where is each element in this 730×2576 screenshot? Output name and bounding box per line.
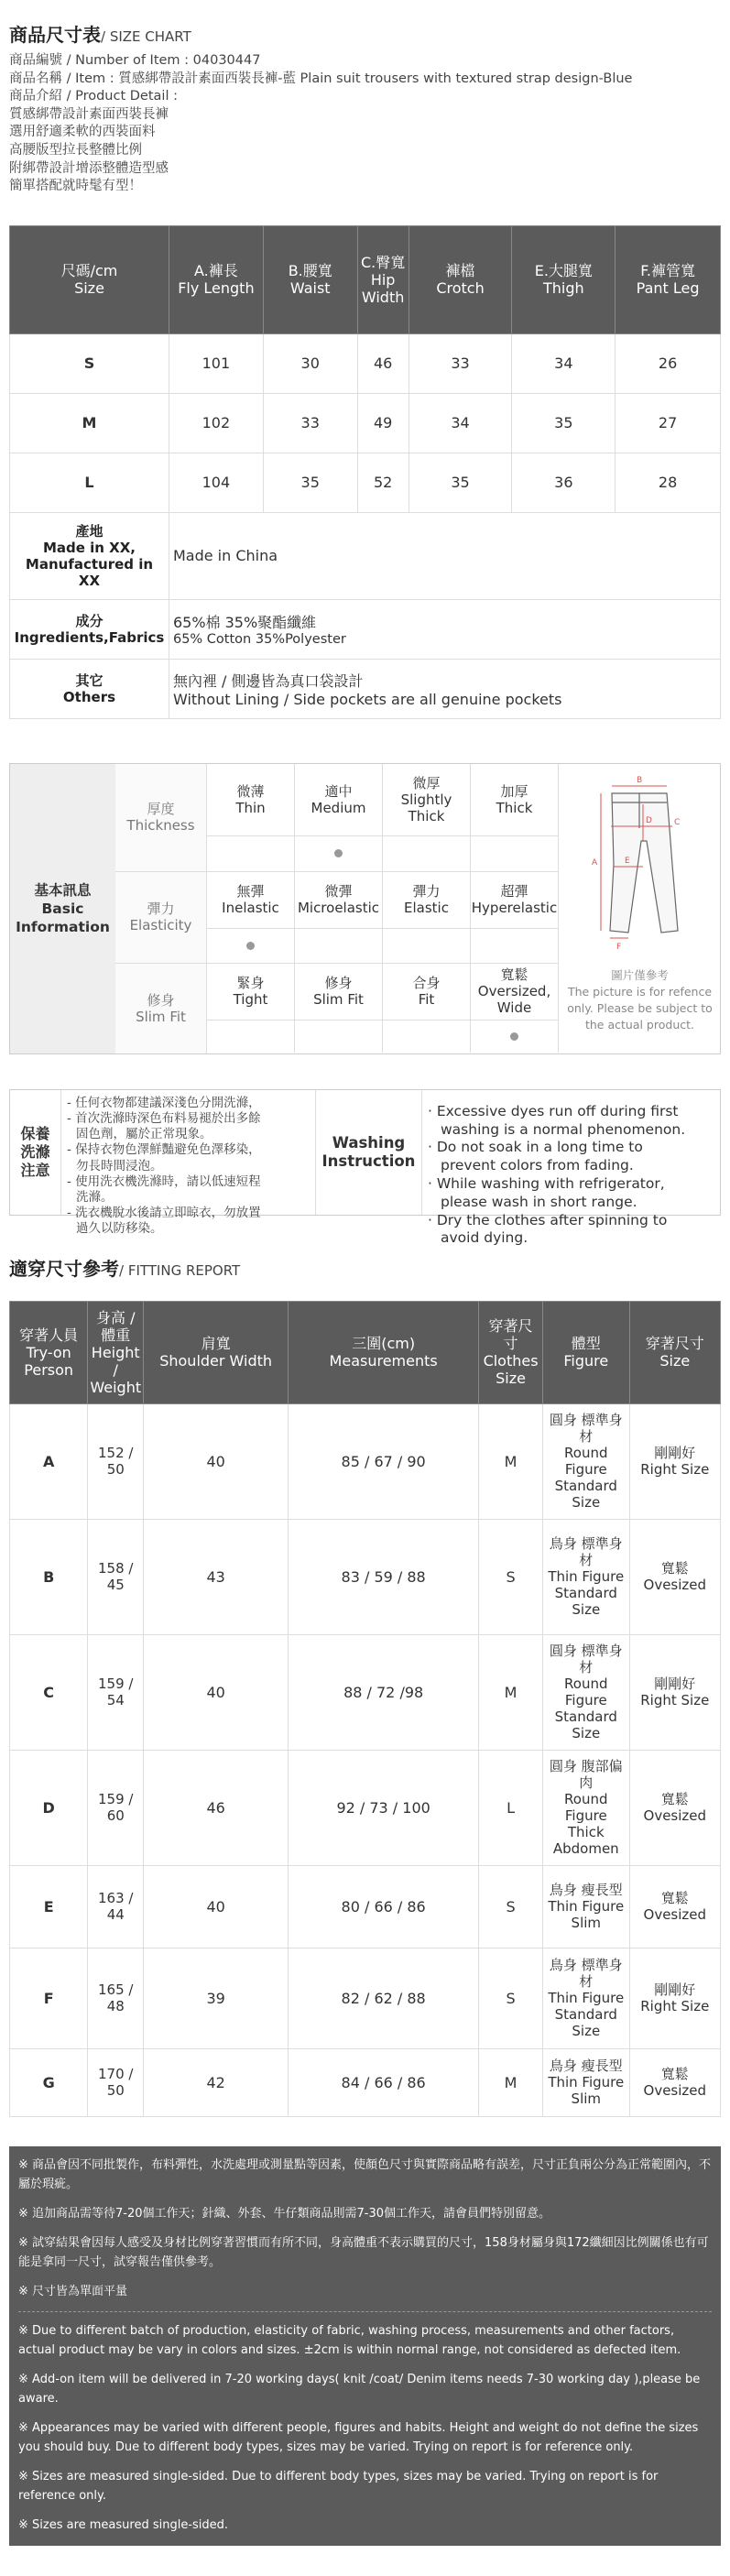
diagram-letter: E <box>625 856 630 866</box>
detail-line: 簡單搭配就時髦有型！ <box>9 179 142 194</box>
care-instructions-en: · Excessive dyes run off during first washing is a normal phenomenon. · Do not soak in a long time to prevent colors from fading. · While washing with refrigerator, please wash in short range. · Dry the clothes after spinning to avoid dying. <box>428 1102 686 1247</box>
basic-info-title: 基本訊息 Basic Information <box>10 764 115 1053</box>
thickness-label: 厚度 Thickness <box>115 764 207 871</box>
ingredients-value: 65%棉 35%聚酯纖維 65% Cotton 35%Polyester <box>169 599 720 659</box>
table-row: C 159 / 54 40 88 / 72 /98 M 圓身 標準身 材 Round Figure Standard Size 剛剛好 Right Size <box>10 1634 721 1750</box>
col-shoulder: 肩寬 Shoulder Width <box>144 1301 289 1403</box>
ingredients-label: 成分 Ingredients,Fabrics <box>10 599 169 659</box>
origin-row <box>10 512 721 599</box>
selected-dot <box>334 849 343 857</box>
col-thigh: E.大腿寬 Thigh <box>512 225 616 333</box>
note-en: ※ Sizes are measured single-sided. <box>18 2517 229 2532</box>
fit-mark <box>383 1021 471 1053</box>
fit-oversized: 寬鬆 Oversized, Wide <box>471 964 559 1020</box>
note-zh: ※ 試穿結果會因每人感受及身材比例穿著習慣而有所不同，身高體重不表示購買的尺寸，158身材屬身與172纖細因比例關係也有可能是拿同一尺寸，試穿報告僅供參考。 <box>18 2235 709 2269</box>
note-zh: ※ 追加商品需等待7-20個工作天；針織、外套、牛仔類商品則需7-30個工作天，請會員們特別留意。 <box>18 2206 551 2221</box>
fit-label: 修身 Slim Fit <box>115 964 207 1053</box>
table-row: D 159 / 60 46 92 / 73 / 100 L 圓身 腹部偏 肉 Round Figure Thick Abdomen 寬鬆 Ovesized <box>10 1750 721 1865</box>
ingredients-row <box>10 599 721 659</box>
diagram-letter: B <box>637 775 643 785</box>
thickness-mark <box>471 836 559 871</box>
item-name: 商品名稱 / Item : 質感綁帶設計素面西裝長褲-藍 Plain suit trousers with textured strap design-Blue <box>9 71 633 86</box>
table-row: G 170 / 50 42 84 / 66 / 86 M 鳥身 瘦長型 Thin Figure Slim 寬鬆 Ovesized <box>10 2048 721 2116</box>
size-chart-title-zh: 商品尺寸表 <box>9 24 101 46</box>
table-row: F 165 / 48 39 82 / 62 / 88 S 鳥身 標準身 材 Thin Figure Standard Size 剛剛好 Right Size <box>10 1948 721 2048</box>
detail-line: 質感綁帶設計素面西裝長褲 <box>9 106 169 122</box>
note-en: ※ Appearances may be varied with different people, figures and habits. Height and weight do not define the sizes you should buy. Due to different body types, sizes may be varied. Trying on report is for reference only. <box>18 2420 699 2454</box>
table-row: L 104 35 52 35 36 28 <box>10 453 721 512</box>
size-chart-table <box>9 225 721 719</box>
fit-slim: 修身 Slim Fit <box>295 964 383 1020</box>
table-row: M 102 33 49 34 35 27 <box>10 393 721 453</box>
note-en: ※ Due to different batch of production, elasticity of fabric, washing process, measurements and other factors, actual product may be vary in colors and sizes. ±2cm is within normal range, not considered as defected item. <box>18 2323 681 2357</box>
elasticity-elastic: 彈力 Elastic <box>383 872 471 928</box>
trousers-diagram <box>559 764 721 1053</box>
elasticity-hyperelastic: 超彈 Hyperelastic <box>471 872 559 928</box>
size-chart-title-en: / SIZE CHART <box>101 28 191 45</box>
detail-line: 選用舒適柔軟的西裝面料 <box>9 125 156 140</box>
item-number: 商品編號 / Number of Item : 04030447 <box>9 53 261 68</box>
fit-mark <box>471 1021 559 1053</box>
product-info <box>9 52 721 196</box>
fit-row <box>115 964 559 1053</box>
col-size: 尺碼/cm Size <box>10 225 169 333</box>
trousers-diagram-icon <box>559 764 721 975</box>
fit-fit: 合身 Fit <box>383 964 471 1020</box>
others-label: 其它 Others <box>10 659 169 718</box>
figure-caption: 圖片僅參考 The picture is for refence only. Please be subject to the actual product. <box>567 967 713 1031</box>
table-row: E 163 / 44 40 80 / 66 / 86 S 鳥身 瘦長型 Thin Figure Slim 寬鬆 Ovesized <box>10 1865 721 1948</box>
divider <box>18 2311 712 2312</box>
fitting-table <box>9 1301 721 2117</box>
detail-line: 高腰版型拉長整體比例 <box>9 142 142 158</box>
col-measurements: 三圍(cm) Measurements <box>289 1301 479 1403</box>
note-zh: ※ 商品會因不同批製作，布料彈性，水洗處理或測量點等因素，使顏色尺寸與實際商品略有誤差，尺寸正負兩公分為正常範圍內，不屬於瑕疵。 <box>18 2157 712 2191</box>
elasticity-mark <box>471 929 559 963</box>
others-value: 無內裡 / 側邊皆為真口袋設計 Without Lining / Side pockets are all genuine pockets <box>169 659 720 718</box>
table-row: S 101 30 46 33 34 26 <box>10 333 721 393</box>
elasticity-row <box>115 872 559 964</box>
fit-mark <box>207 1021 295 1053</box>
elasticity-mark <box>207 929 295 963</box>
note-zh: ※ 尺寸皆為單面平量 <box>18 2284 128 2298</box>
washing-panel <box>9 1089 721 1247</box>
basic-info-grid <box>115 764 559 1053</box>
thickness-thin: 微薄 Thin <box>207 764 295 835</box>
col-fly-length: A.褲長 Fly Length <box>169 225 263 333</box>
origin-value: Made in China <box>169 512 720 599</box>
col-figure: 體型 Figure <box>543 1301 630 1403</box>
col-pant-leg: F.褲管寬 Pant Leg <box>616 225 721 333</box>
thickness-thick: 加厚 Thick <box>471 764 559 835</box>
thickness-mark <box>295 836 383 871</box>
diagram-letter: F <box>616 942 622 952</box>
table-row: B 158 / 45 43 83 / 59 / 88 S 鳥身 標準身 材 Thin Figure Standard Size 寬鬆 Ovesized <box>10 1519 721 1634</box>
fit-tight: 緊身 Tight <box>207 964 295 1020</box>
diagram-letter: D <box>646 815 652 825</box>
size-chart-title <box>9 20 721 47</box>
thickness-mark <box>383 836 471 871</box>
thickness-row <box>115 764 559 872</box>
table-row: A 152 / 50 40 85 / 67 / 90 M 圓身 標準身 材 Round Figure Standard Size 剛剛好 Right Size <box>10 1403 721 1519</box>
origin-label: 產地 Made in XX, Manufactured in XX <box>10 512 169 599</box>
fit-mark <box>295 1021 383 1053</box>
notes-panel <box>9 2146 721 2546</box>
product-detail-label: 商品介紹 / Product Detail : <box>9 89 178 104</box>
care-title-en: Washing Instruction <box>316 1090 422 1215</box>
basic-info-panel <box>9 763 721 1054</box>
col-height-weight: 身高 / 體重 Height / Weight <box>88 1301 144 1403</box>
thickness-slightly-thick: 微厚 Slightly Thick <box>383 764 471 835</box>
elasticity-microelastic: 微彈 Microelastic <box>295 872 383 928</box>
col-hip-width: C.臀寬 Hip Width <box>357 225 409 333</box>
col-clothes-size: 穿著尺 寸 Clothes Size <box>479 1301 543 1403</box>
col-fit-size: 穿著尺寸 Size <box>629 1301 720 1403</box>
col-waist: B.腰寬 Waist <box>263 225 357 333</box>
elasticity-label: 彈力 Elasticity <box>115 872 207 963</box>
thickness-mark <box>207 836 295 871</box>
care-title-zh: 保養 洗滌 注意 <box>10 1090 61 1215</box>
note-en: ※ Add-on item will be delivered in 7-20 working days( knit /coat/ Denim items needs 7-30 working day ),please be aware. <box>18 2372 701 2406</box>
fitting-title-zh: 適穿尺寸參考 <box>9 1257 119 1280</box>
elasticity-inelastic: 無彈 Inelastic <box>207 872 295 928</box>
elasticity-mark <box>383 929 471 963</box>
fitting-title-en: / FITTING REPORT <box>119 1261 241 1279</box>
diagram-letter: C <box>674 817 681 827</box>
col-person: 穿著人員 Try-on Person <box>10 1301 88 1403</box>
care-instructions-zh: - 任何衣物都建議深淺色分開洗滌， - 首次洗滌時深色布料易褪於出多餘 固色劑，屬於正常現象。 - 保持衣物色澤鮮豔避免色澤移染， 勿長時間浸泡。 - 使用洗衣機洗滌時，請以低速短程 洗滌。 - 洗衣機脫水後請立即晾衣，勿放置 過久以防移染。 <box>61 1090 316 1215</box>
elasticity-mark <box>295 929 383 963</box>
selected-dot <box>510 1032 518 1041</box>
fitting-title <box>9 1254 721 1281</box>
selected-dot <box>246 942 255 950</box>
detail-line: 附綁帶設計增添整體造型感 <box>9 160 169 176</box>
col-crotch: 褲檔 Crotch <box>409 225 512 333</box>
note-en: ※ Sizes are measured single-sided. Due to different body types, sizes may be varied. Trying on report is for reference only. <box>18 2469 659 2503</box>
thickness-medium: 適中 Medium <box>295 764 383 835</box>
others-row <box>10 659 721 718</box>
diagram-letter: A <box>592 857 598 868</box>
